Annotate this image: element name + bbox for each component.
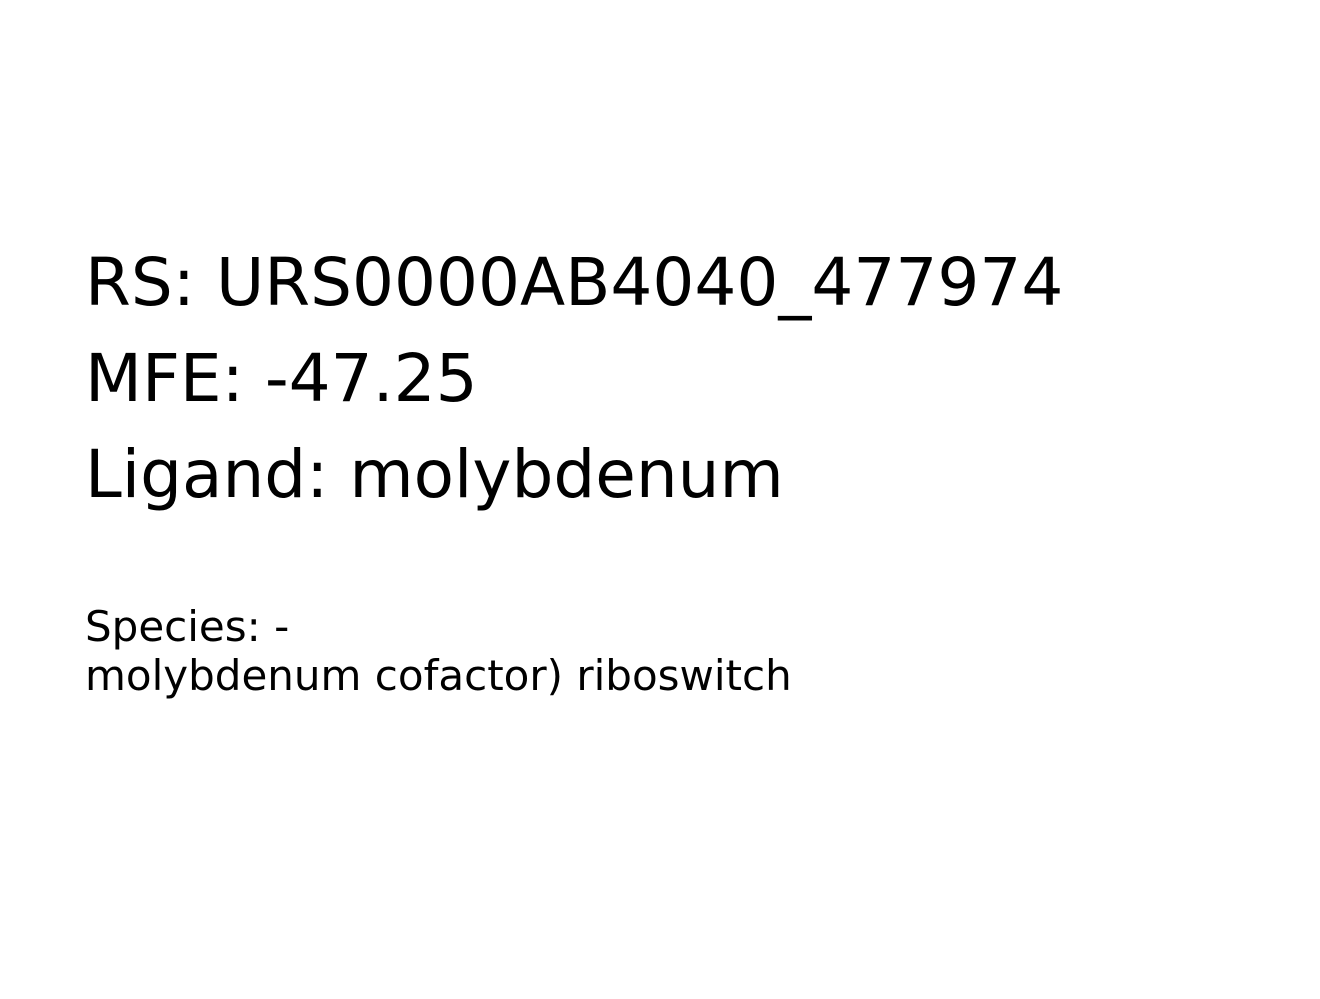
species-label: Species: -: [85, 602, 290, 651]
species-description: molybdenum cofactor) riboswitch: [85, 651, 792, 700]
ligand-label: Ligand: molybdenum: [85, 436, 784, 513]
rs-id-label: RS: URS0000AB4040_477974: [85, 244, 1064, 321]
mfe-label: MFE: -47.25: [85, 340, 478, 417]
